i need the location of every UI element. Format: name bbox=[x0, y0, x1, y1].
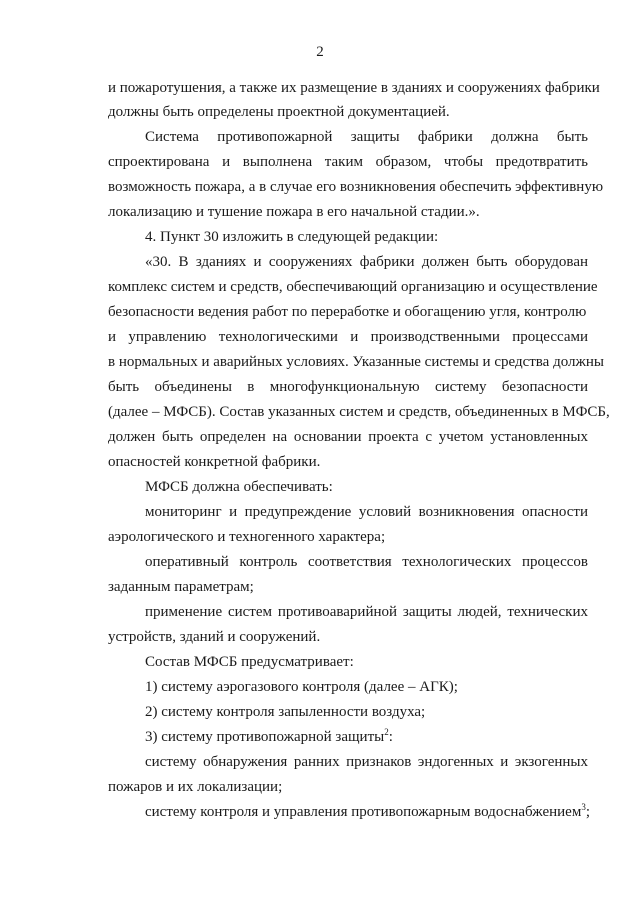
text-line: мониторинг и предупреждение условий возникновения опасности bbox=[145, 504, 588, 520]
footnote-marker: 2 bbox=[384, 727, 389, 737]
text-line: и управлению технологическими и производственными процессами bbox=[108, 329, 588, 345]
text-line: должен быть определен на основании проекта с учетом установленных bbox=[108, 429, 588, 445]
text-line: опасностей конкретной фабрики. bbox=[108, 454, 321, 470]
page-number: 2 bbox=[316, 44, 324, 60]
text-line: применение систем противоаварийной защиты людей, технических bbox=[145, 604, 588, 620]
text-line bbox=[145, 803, 590, 821]
text-line-content: 3) систему противопожарной защиты bbox=[145, 729, 385, 745]
text-line: в нормальных и аварийных условиях. Указанные системы и средства должны bbox=[108, 354, 604, 370]
text-line: безопасности ведения работ по переработке и обогащению угля, контролю bbox=[108, 304, 587, 320]
text-line: системy обнаружения ранних признаков эндогенных и экзогенных bbox=[145, 754, 588, 770]
text-line: Система противопожарной защиты фабрики должна быть bbox=[145, 129, 588, 145]
text-line: «30. В зданиях и сооружениях фабрики должен быть оборудован bbox=[145, 254, 588, 270]
text-line: возможность пожара, а в случае его возникновения обеспечить эффективную bbox=[108, 179, 604, 195]
text-line: 1) систему аэрогазового контроля (далее – АГК); bbox=[145, 679, 458, 695]
text-line: устройств, зданий и сооружений. bbox=[108, 629, 321, 645]
text-line: спроектирована и выполнена таким образом, чтобы предотвратить bbox=[108, 154, 588, 170]
text-line: 2) систему контроля запыленности воздуха; bbox=[145, 704, 426, 720]
text-line bbox=[145, 728, 393, 746]
text-line-content: систему контроля и управления противопожарным водоснабжением bbox=[145, 804, 582, 820]
text-line: быть объединены в многофункциональную систему безопасности bbox=[108, 379, 588, 395]
text-line: оперативный контроль соответствия технологических процессов bbox=[145, 554, 588, 570]
text-line: пожаров и их локализации; bbox=[108, 779, 283, 795]
line-punctuation: : bbox=[388, 729, 393, 745]
text-line: МФСБ должна обеспечивать: bbox=[145, 479, 333, 495]
text-line: локализацию и тушение пожара в его начальной стадии.». bbox=[108, 204, 480, 220]
footnote-marker: 3 bbox=[581, 802, 586, 812]
text-line: Состав МФСБ предусматривает: bbox=[145, 654, 354, 670]
text-line: должны быть определены проектной документацией. bbox=[108, 104, 450, 120]
text-line: (далее – МФСБ). Состав указанных систем и средств, объединенных в МФСБ, bbox=[108, 404, 610, 420]
text-line: заданным параметрам; bbox=[108, 579, 254, 595]
text-line: аэрологического и техногенного характера; bbox=[108, 529, 386, 545]
text-line: комплекс систем и средств, обеспечивающий организацию и осуществление bbox=[108, 279, 598, 295]
text-line: и пожаротушения, а также их размещение в зданиях и сооружениях фабрики bbox=[108, 80, 600, 96]
text-line: 4. Пункт 30 изложить в следующей редакции: bbox=[145, 229, 439, 245]
line-punctuation: ; bbox=[585, 804, 590, 820]
